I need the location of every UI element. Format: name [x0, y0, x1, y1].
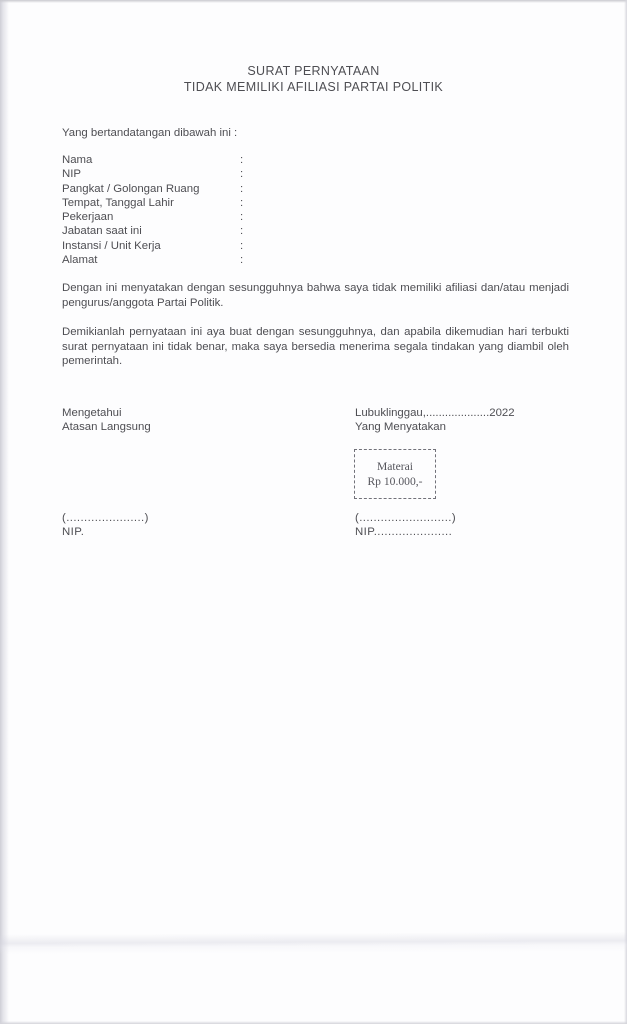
- scan-left-edge-shadow: [0, 0, 9, 1024]
- signature-right-nip-line: NIP......................: [355, 526, 453, 539]
- signature-left-line1: Mengetahui: [62, 407, 122, 419]
- scan-top-edge-shadow: [0, 0, 627, 3]
- signature-block-right: [355, 406, 585, 435]
- field-colon: :: [240, 182, 244, 195]
- materai-label: Materai: [376, 460, 414, 473]
- signature-left-line2: Atasan Langsung: [62, 421, 151, 434]
- signature-left-name-line: (......................): [62, 512, 149, 524]
- field-label: Instansi / Unit Kerja: [62, 239, 161, 252]
- intro-line: Yang bertandatangan dibawah ini :: [62, 127, 238, 139]
- field-label: Pekerjaan: [62, 211, 114, 224]
- field-colon: :: [240, 254, 244, 267]
- field-label: Pangkat / Golongan Ruang: [62, 182, 200, 195]
- field-colon: :: [240, 168, 244, 181]
- signature-left-nip-line: NIP.: [62, 526, 85, 539]
- field-label: Tempat, Tanggal Lahir: [62, 196, 174, 209]
- signature-right-name-nip: [355, 511, 456, 540]
- document-title-line2: TIDAK MEMILIKI AFILIASI PARTAI POLITIK: [183, 80, 444, 94]
- field-colon: :: [240, 211, 244, 224]
- signature-date-line: Lubuklinggau,....................2022: [355, 407, 515, 419]
- statement-paragraph-1: Dengan ini menyatakan dengan sesungguhnya bahwa saya tidak memiliki afiliasi dan/atau menjadi pengurus/anggota Partai Politik.: [62, 282, 569, 309]
- field-colon: :: [240, 225, 244, 238]
- materai-amount: Rp 10.000,-: [367, 475, 423, 488]
- signature-right-name-line: (..........................): [355, 512, 457, 524]
- field-label: Alamat: [62, 254, 98, 267]
- field-row-tempat-tanggal-lahir: [62, 196, 542, 210]
- field-row-nip: [62, 167, 542, 181]
- field-colon: :: [240, 154, 244, 166]
- document-title-line1: SURAT PERNYATAAN: [247, 64, 380, 78]
- field-label: Jabatan saat ini: [62, 225, 142, 238]
- signature-block-left: [62, 406, 292, 435]
- field-colon: :: [240, 239, 244, 252]
- identity-fields: [62, 153, 542, 267]
- signature-left-name-nip: [62, 511, 149, 540]
- field-row-alamat: [62, 253, 542, 267]
- materai-stamp-box: [354, 449, 436, 499]
- paper-fold-shadow: [0, 932, 627, 955]
- field-row-pangkat: [62, 182, 542, 196]
- field-row-nama: [62, 153, 542, 167]
- statement-paragraph-2: Demikianlah pernyataan ini aya buat dengan sesungguhnya, dan apabila dikemudian hari terbukti surat pernyataan ini tidak benar, maka saya bersedia menerima segala tindakan yang diambil oleh pemerintah.: [62, 326, 569, 368]
- field-row-jabatan: [62, 224, 542, 238]
- field-row-pekerjaan: [62, 210, 542, 224]
- field-label: Nama: [62, 154, 93, 166]
- field-row-instansi: [62, 239, 542, 253]
- document-title: [0, 63, 627, 95]
- field-label: NIP: [62, 168, 81, 181]
- field-colon: :: [240, 196, 244, 209]
- signature-right-line2: Yang Menyatakan: [355, 421, 446, 434]
